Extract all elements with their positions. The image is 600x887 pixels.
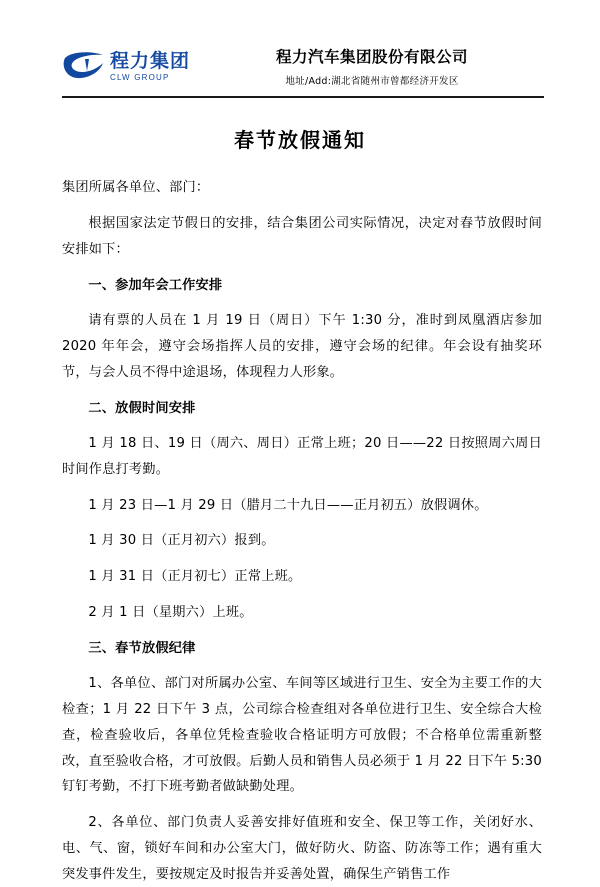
logo-text-en: CLW GROUP: [110, 73, 170, 83]
document-title: 春节放假通知: [234, 128, 366, 153]
company-address: 地址/Add:湖北省随州市曾都经济开发区: [285, 76, 459, 88]
section-heading-3: 三、春节放假纪律: [88, 640, 196, 656]
logo-wordmark: [110, 49, 191, 83]
section-heading-1: 一、参加年会工作安排: [88, 277, 223, 293]
section-2-paragraph-4: 1 月 31 日（正月初七）正常上班。: [88, 569, 302, 585]
section-2-paragraph-3: 1 月 30 日（正月初六）报到。: [88, 533, 275, 549]
logo-text-cn: 程力集团: [110, 49, 191, 72]
company-logo: [62, 50, 190, 84]
letterhead: [0, 0, 600, 87]
section-heading-2: 二、放假时间安排: [88, 400, 196, 416]
section-3-paragraph-1: 1、各单位、部门对所属办公室、车间等区域进行卫生、安全为主要工作的大检查；1 月 22 日下午 3 点，公司综合检查组对各单位进行卫生、安全综合大检查，检查验收后，各单位凭检查验收合格证明方可放假；不合格单位需重新整改，直至验收合格，才可放假。后勤人员和销售人员必须于 1 月 22 日下午 5:30 钉钉考勤，不打下班考勤者做缺勤处理。: [62, 676, 542, 795]
document-body: [0, 175, 600, 887]
section-2-paragraph-2: 1 月 23 日—1 月 29 日（腊月二十九日——正月初五）放假调休。: [88, 497, 488, 513]
section-3-paragraph-2: 2、各单位、部门负责人妥善安排好值班和安全、保卫等工作，关闭好水、电、气、窗，锁好车间和办公室大门，做好防火、防盗、防冻等工作；遇有重大突发事件发生，要按规定及时报告并妥善处置，确保生产销售工作: [62, 815, 542, 882]
letterhead-divider: [62, 96, 544, 98]
section-1-paragraph-1: 请有票的人员在 1 月 19 日（周日）下午 1:30 分，准时到凤凰酒店参加 2020 年年会，遵守会场指挥人员的安排，遵守会场的纪律。年会设有抽奖环节，与会人员不得中途退场，体现程力人形象。: [62, 313, 542, 380]
section-2-paragraph-5: 2 月 1 日（星期六）上班。: [88, 604, 253, 620]
section-2-paragraph-1: 1 月 18 日、19 日（周六、周日）正常上班；20 日——22 日按照周六周日时间作息打考勤。: [62, 436, 542, 477]
salutation: 集团所属各单位、部门：: [62, 180, 210, 196]
company-info: [190, 46, 544, 87]
intro-paragraph: 根据国家法定节假日的安排，结合集团公司实际情况，决定对春节放假时间安排如下：: [62, 216, 542, 257]
clw-group-logo-icon: [62, 50, 108, 84]
company-name: 程力汽车集团股份有限公司: [276, 48, 469, 66]
